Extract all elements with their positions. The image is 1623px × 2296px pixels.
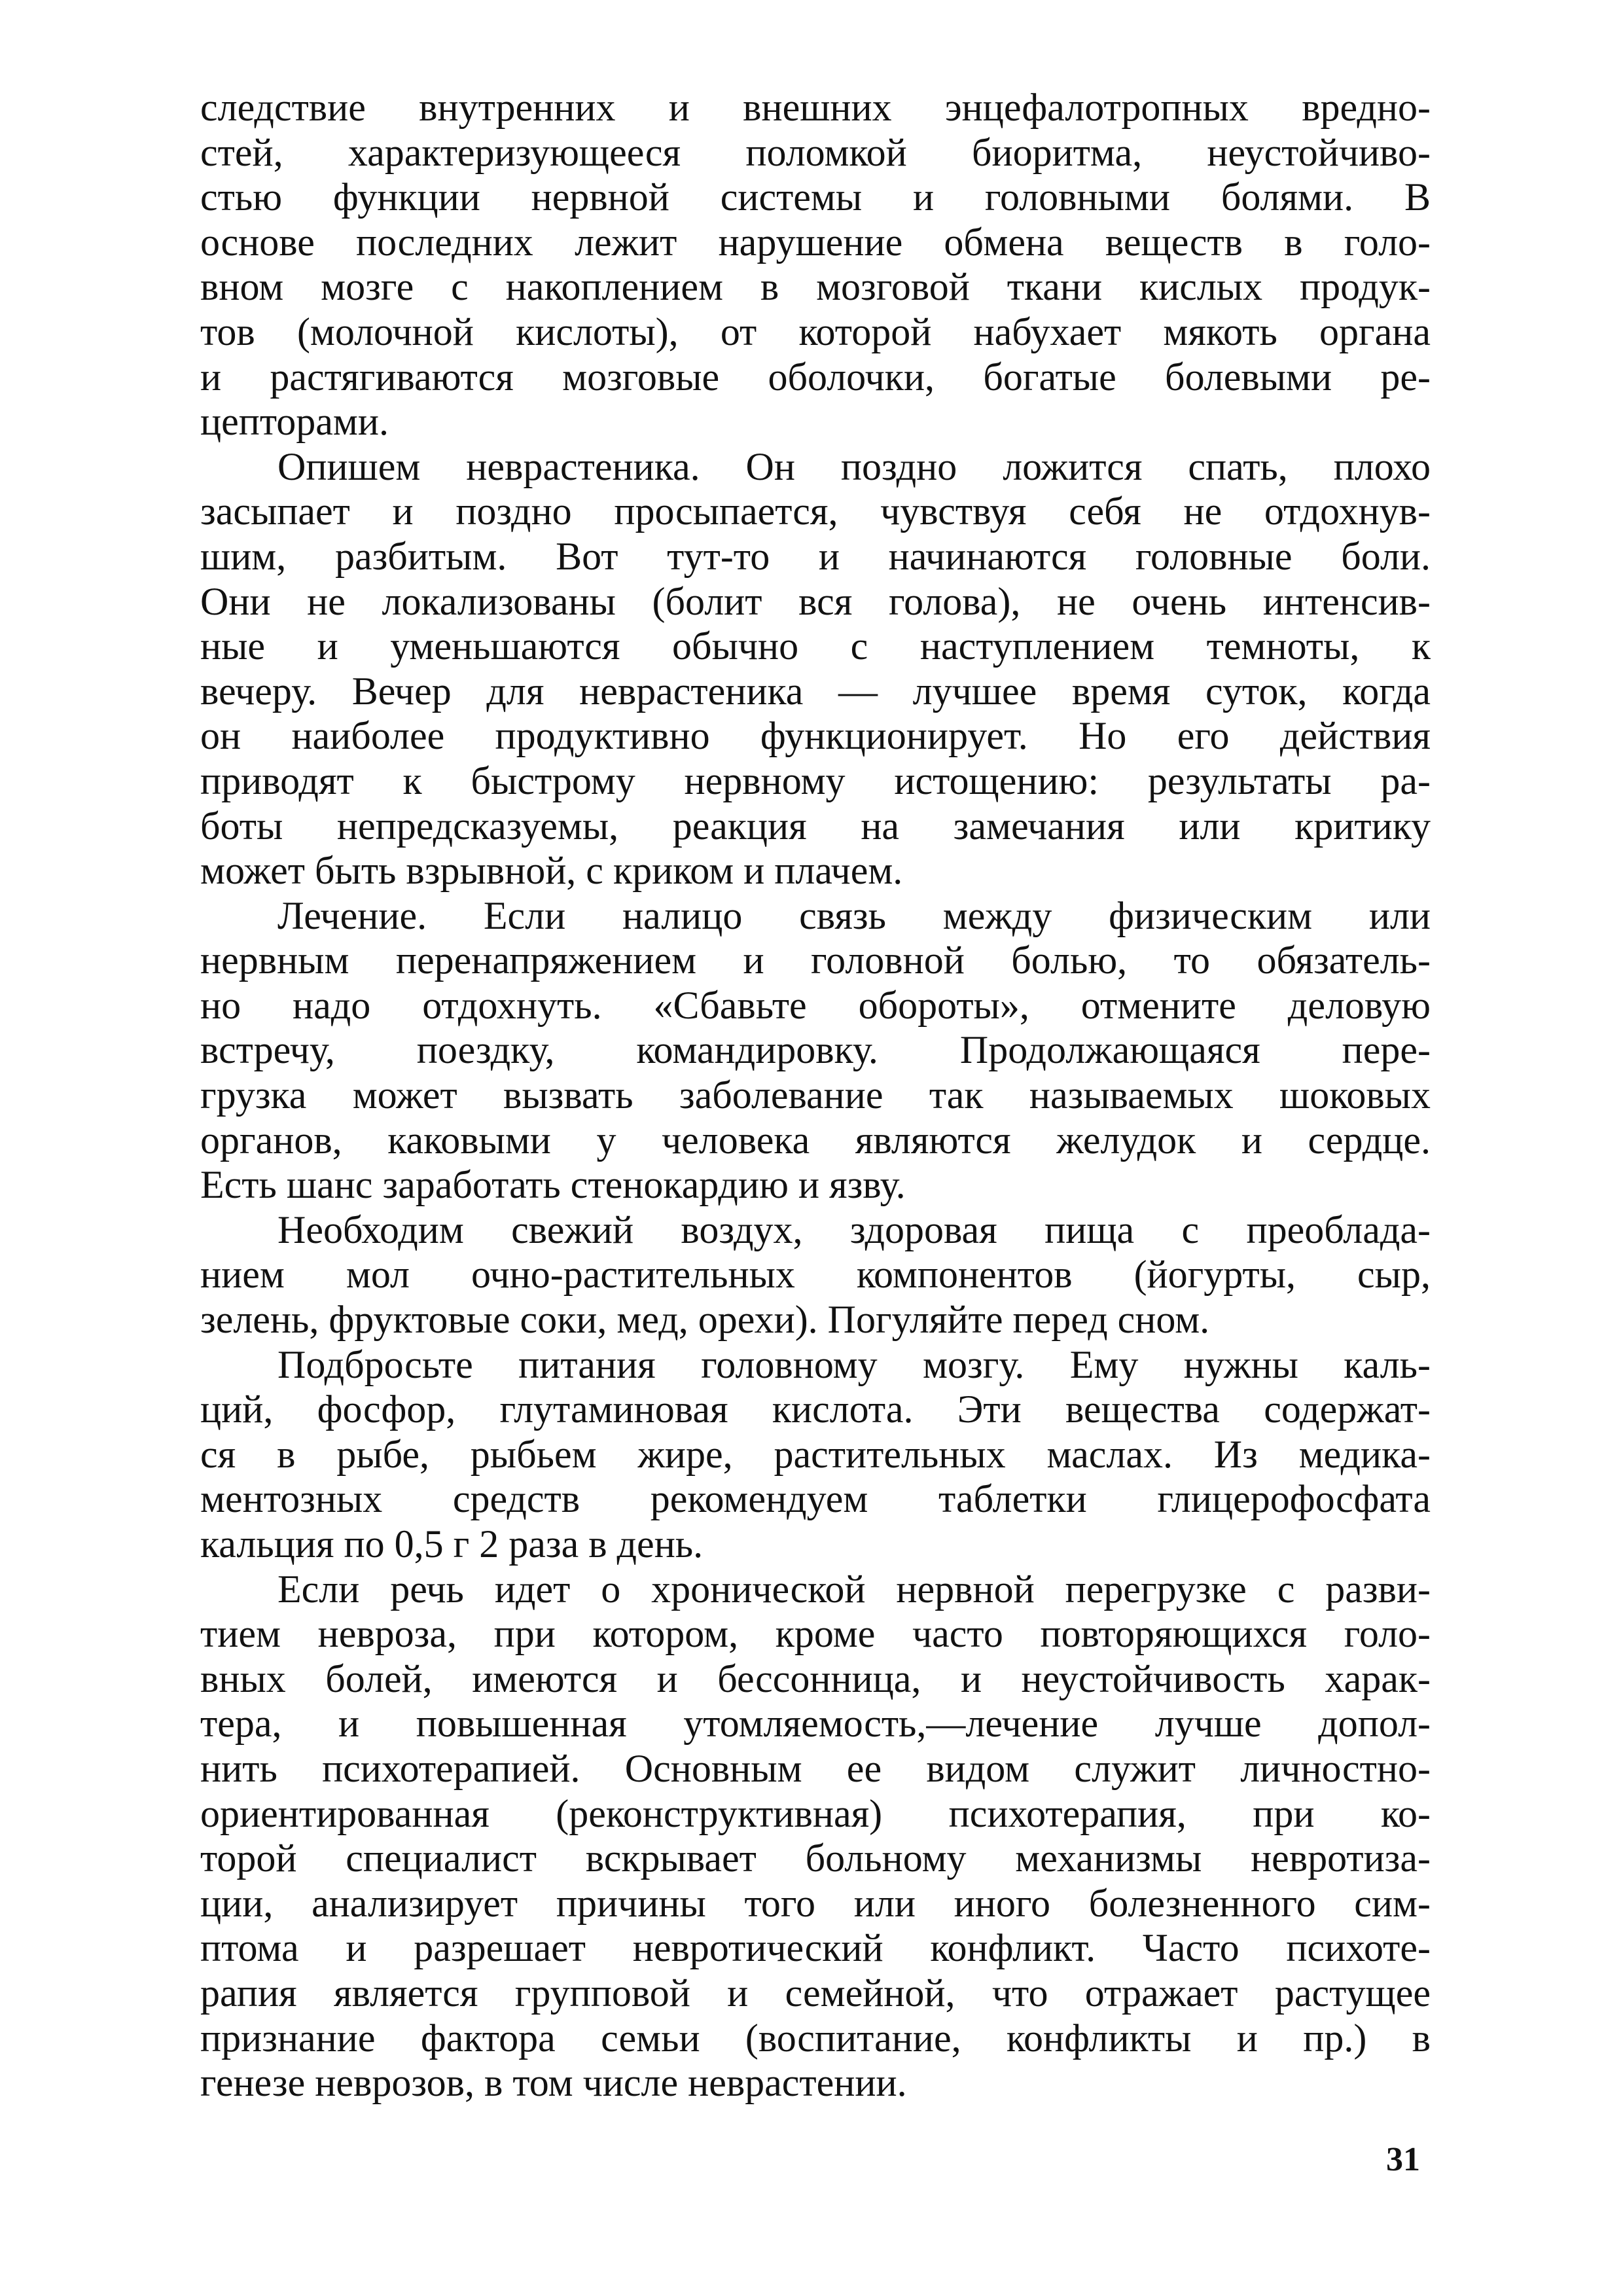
text-line: встречу, поездку, командировку. Продолжающаяся пере-: [200, 1028, 1431, 1072]
text-line: вных болей, имеются и бессонница, и неустойчивость харак-: [200, 1657, 1431, 1700]
text-line: Есть шанс заработать стенокардию и язву.: [200, 1163, 906, 1207]
text-line: он наиболее продуктивно функционирует. Но его действия: [200, 714, 1431, 758]
paragraph: [200, 893, 1431, 1208]
text-line: торой специалист вскрывает больному механизмы невротиза-: [200, 1837, 1431, 1880]
text-line: ся в рыбе, рыбьем жире, растительных маслах. Из медика-: [200, 1432, 1431, 1476]
text-line: Они не локализованы (болит вся голова), не очень интенсив-: [200, 579, 1431, 623]
text-line: Необходим свежий воздух, здоровая пища с преоблада-: [277, 1208, 1431, 1251]
text-line: генезе неврозов, в том числе неврастении.: [200, 2061, 907, 2105]
text-line: боты непредсказуемы, реакция на замечания или критику: [200, 804, 1431, 848]
text-line: ции, анализирует причины того или иного болезненного сим-: [200, 1881, 1431, 1925]
paragraph: [200, 1567, 1431, 2106]
text-line: ций, фосфор, глутаминовая кислота. Эти вещества содержат-: [200, 1388, 1431, 1431]
text-line: и растягиваются мозговые оболочки, богатые болевыми ре-: [200, 355, 1431, 399]
text-line: основе последних лежит нарушение обмена веществ в голо-: [200, 220, 1431, 264]
text-line: стью функции нервной системы и головными болями. В: [200, 175, 1431, 219]
text-line: тием невроза, при котором, кроме часто повторяющихся голо-: [200, 1612, 1431, 1656]
text-line: цепторами.: [200, 400, 389, 444]
body-text: [200, 85, 1431, 2106]
text-line: засыпает и поздно просыпается, чувствуя себя не отдохнув-: [200, 490, 1431, 533]
paragraph: [200, 1208, 1431, 1342]
text-line: Опишем неврастеника. Он поздно ложится спать, плохо: [277, 444, 1431, 488]
text-line: вном мозге с накоплением в мозговой ткани кислых продук-: [200, 265, 1431, 309]
text-line: грузка может вызвать заболевание так называемых шоковых: [200, 1073, 1431, 1117]
text-line: признание фактора семьи (воспитание, конфликты и пр.) в: [200, 2016, 1431, 2060]
text-line: тов (молочной кислоты), от которой набухает мякоть органа: [200, 310, 1431, 353]
text-line: стей, характеризующееся поломкой биоритма, неустойчиво-: [200, 130, 1431, 174]
text-line: зелень, фруктовые соки, мед, орехи). Погуляйте перед сном.: [200, 1298, 1210, 1342]
text-line: птома и разрешает невротический конфликт. Часто психоте-: [200, 1926, 1431, 1970]
text-line: следствие внутренних и внешних энцефалотропных вредно-: [200, 86, 1431, 129]
text-line: нием мол очно-растительных компонентов (йогурты, сыр,: [200, 1253, 1431, 1297]
text-line: ориентированная (реконструктивная) психотерапия, при ко-: [200, 1791, 1431, 1835]
text-line: ментозных средств рекомендуем таблетки глицерофосфата: [200, 1477, 1431, 1521]
paragraph: [200, 85, 1431, 444]
text-line: Если речь идет о хронической нервной перегрузке с разви-: [277, 1567, 1431, 1611]
text-line: но надо отдохнуть. «Сбавьте обороты», отмените деловую: [200, 983, 1431, 1027]
text-line: органов, каковыми у человека являются желудок и сердце.: [200, 1118, 1431, 1162]
text-line: кальция по 0,5 г 2 раза в день.: [200, 1522, 704, 1566]
text-line: тера, и повышенная утомляемость,—лечение лучше допол-: [200, 1702, 1431, 1746]
text-line: нить психотерапией. Основным ее видом служит личностно-: [200, 1746, 1431, 1790]
text-line: вечеру. Вечер для неврастеника — лучшее время суток, когда: [200, 669, 1431, 713]
paragraph: [200, 444, 1431, 893]
text-line: ные и уменьшаются обычно с наступлением темноты, к: [200, 624, 1431, 668]
text-line: может быть взрывной, с криком и плачем.: [200, 849, 903, 893]
text-line: приводят к быстрому нервному истощению: результаты ра-: [200, 759, 1431, 802]
text-line: рапия является групповой и семейной, что отражает растущее: [200, 1971, 1431, 2015]
text-line: шим, разбитым. Вот тут-то и начинаются головные боли.: [200, 534, 1431, 578]
text-line: Лечение. Если налицо связь между физическим или: [277, 893, 1431, 937]
page-number: 31: [1386, 2141, 1420, 2178]
paragraph: [200, 1342, 1431, 1567]
text-line: Подбросьте питания головному мозгу. Ему нужны каль-: [277, 1342, 1431, 1386]
text-line: нервным перенапряжением и головной болью, то обязатель-: [200, 939, 1431, 982]
